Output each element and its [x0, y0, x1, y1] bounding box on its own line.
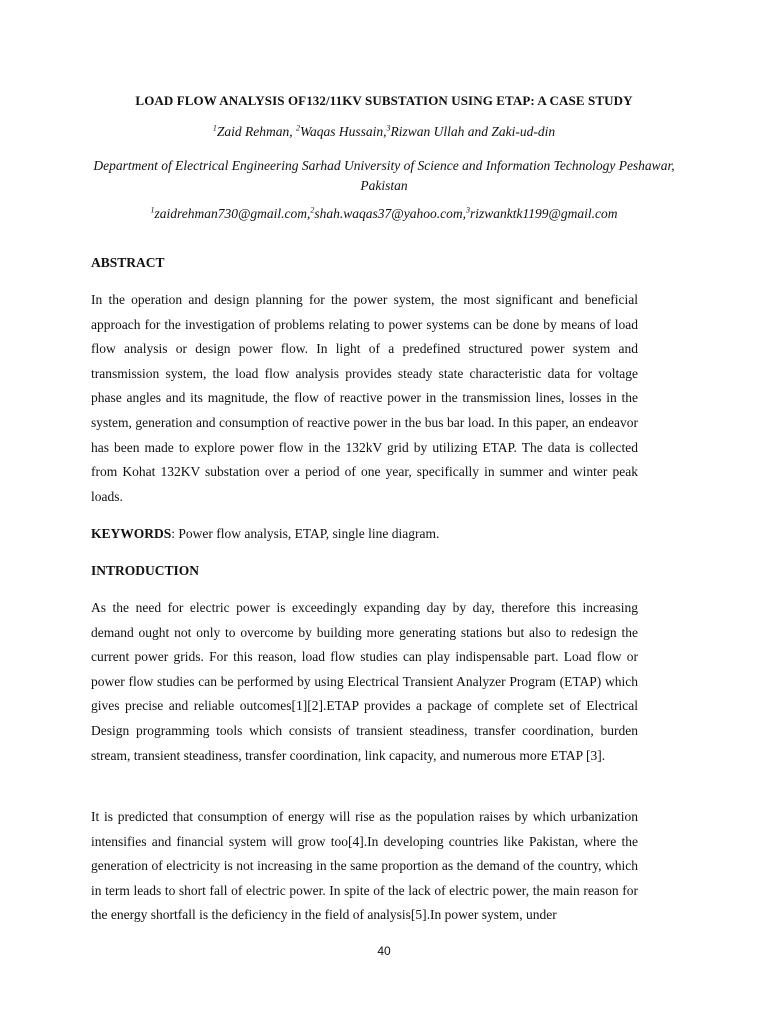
email-2: shah.waqas37@yahoo.com,: [314, 206, 466, 221]
email-list: [0, 206, 768, 222]
email-3: rizwanktk1199@gmail.com: [469, 206, 618, 221]
abstract-text: In the operation and design planning for the power system, the most significant and beneficial approach for the investigation of problems relating to power systems can be done by means of load flow analysis or design power flow. In light of a predefined structured power system and transmission system, the load flow analysis provides steady state characteristic data for voltage phase angles and its magnitude, the flow of reactive power in the transmission lines, losses in the system, generation and consumption of reactive power in the bus bar load. In this paper, an endeavor has been made to explore power flow in the 132kV grid by utilizing ETAP. The data is collected from Kohat 132KV substation over a period of one year, specifically in summer and winter peak loads.: [91, 292, 638, 504]
keywords-text: : Power flow analysis, ETAP, single line diagram.: [171, 526, 440, 541]
paper-title: LOAD FLOW ANALYSIS OF132/11KV SUBSTATION USING ETAP: A CASE STUDY: [135, 93, 633, 108]
introduction-paragraph-2: It is predicted that consumption of energy will rise as the population raises by which urbanization intensifies and financial system will grow too[4].In developing countries like Pakistan, where the generation of electricity is not increasing in the same proportion as the demand of the country, which in term leads to short fall of electric power. In spite of the lack of electric power, the main reason for the energy shortfall is the deficiency in the field of analysis[5].In power system, under: [91, 809, 638, 923]
email-1-affil-mark: 1: [150, 205, 155, 215]
author-1: Zaid Rehman,: [216, 124, 296, 139]
author-3: Rizwan Ullah and Zaki-ud-din: [390, 124, 556, 139]
abstract-heading: ABSTRACT: [91, 255, 165, 270]
email-3-affil-mark: 3: [465, 205, 470, 215]
email-2-affil-mark: 2: [310, 205, 315, 215]
author-2: Waqas Hussain,: [299, 124, 387, 139]
keywords-line: [91, 526, 651, 542]
affiliation: Department of Electrical Engineering Sarhad University of Science and Information Technology Peshawar, Pakistan: [93, 158, 675, 193]
author-3-affil-mark: 3: [386, 123, 391, 133]
keywords-label: KEYWORDS: [91, 526, 172, 541]
author-list: [0, 124, 768, 140]
author-2-affil-mark: 2: [295, 123, 300, 133]
introduction-heading: INTRODUCTION: [91, 563, 200, 578]
page-number: 40: [377, 944, 391, 958]
author-1-affil-mark: 1: [212, 123, 217, 133]
introduction-paragraph-1: As the need for electric power is exceedingly expanding day by day, therefore this increasing demand ought not only to overcome by building more generating stations but also to redesign the current power grids. For this reason, load flow studies can play indispensable part. Load flow or power flow studies can be performed by using Electrical Transient Analyzer Program (ETAP) which gives precise and reliable outcomes[1][2].ETAP provides a package of complete set of Electrical Design programming tools which consists of transient steadiness, transfer coordination, burden stream, transient steadiness, transfer coordination, link capacity, and numerous more ETAP [3].: [91, 600, 638, 763]
email-1: zaidrehman730@gmail.com,: [154, 206, 311, 221]
